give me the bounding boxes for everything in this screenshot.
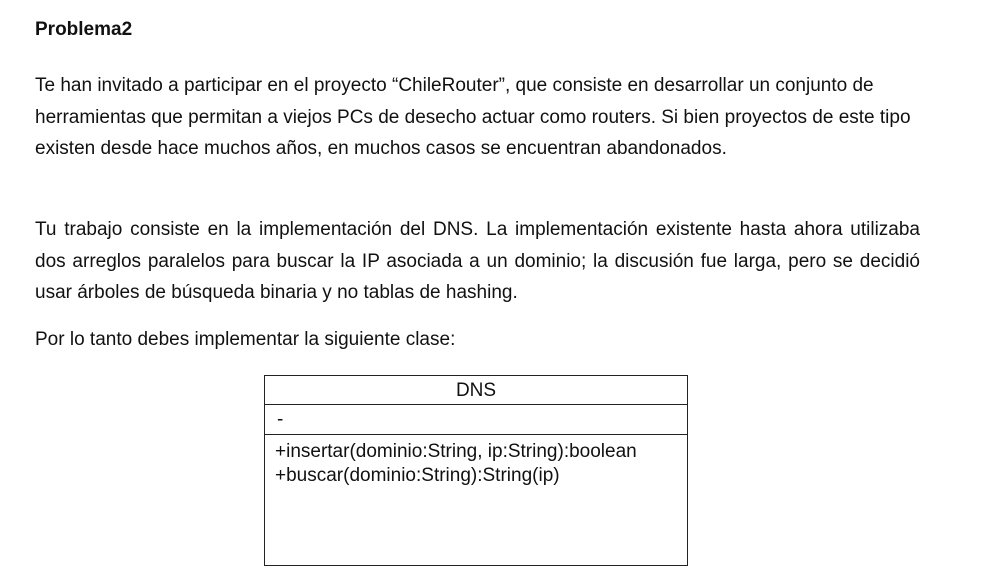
paragraph-instruction: Por lo tanto debes implementar la siguiente clase: (35, 329, 456, 350)
uml-class-attributes: - (265, 405, 687, 435)
problem-title: Problema2 (35, 19, 133, 40)
paragraph-intro: Te han invitado a participar en el proyecto “ChileRouter”, que consiste en desarrollar un conjunto de herramientas que permitan a viejos PCs de desecho actuar como routers. Si bien proyectos de este tipo existen desde hace muchos años, en muchos casos se encuentran abandonados. (35, 75, 911, 159)
uml-method-insertar: +insertar(dominio:String, ip:String):boolean (275, 441, 637, 462)
uml-method-buscar: +buscar(dominio:String):String(ip) (275, 465, 560, 486)
uml-class-diagram (264, 375, 688, 566)
uml-class-name: DNS (265, 376, 687, 405)
uml-class-methods (265, 435, 687, 488)
paragraph-task: Tu trabajo consiste en la implementación del DNS. La implementación existente hasta ahora utilizaba dos arreglos paralelos para buscar la IP asociada a un dominio; la discusión fue larga, pero se decidió usar árboles de búsqueda binaria y no tablas de hashing. (35, 219, 920, 303)
